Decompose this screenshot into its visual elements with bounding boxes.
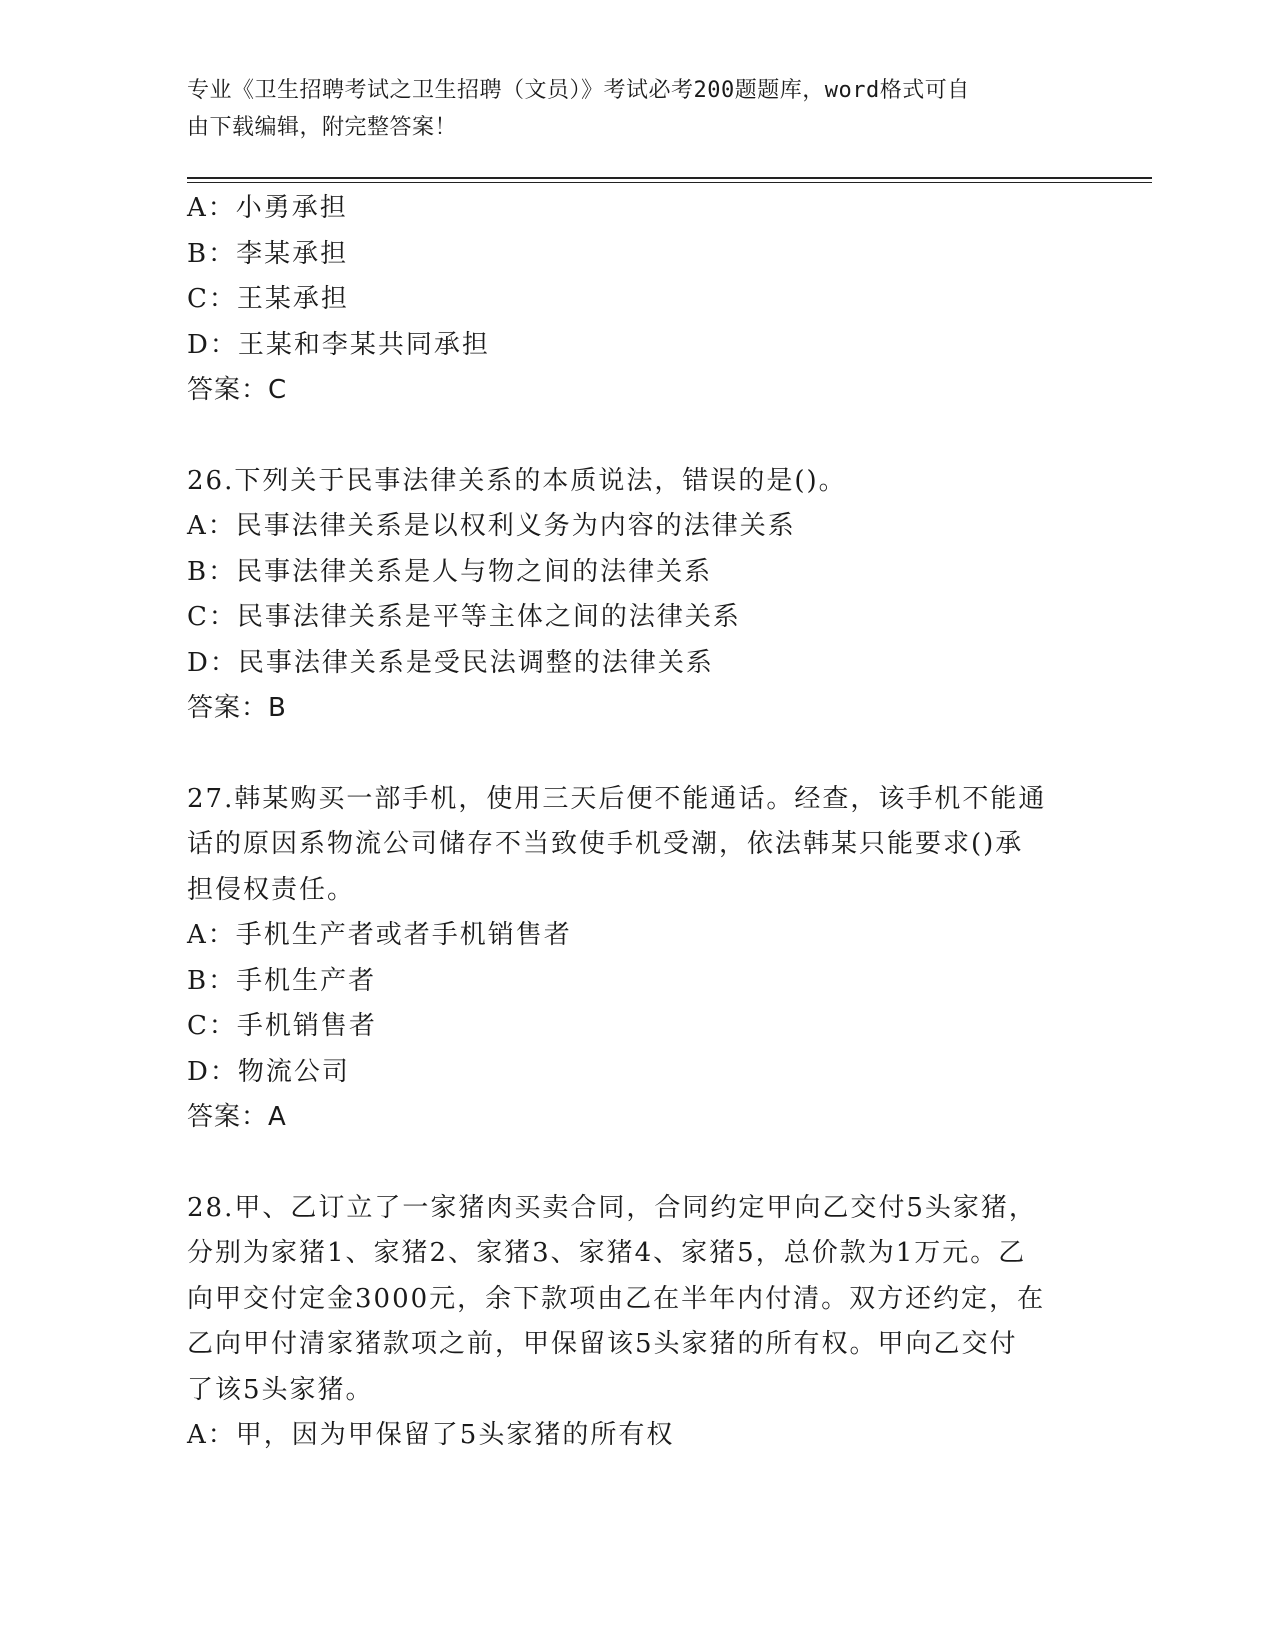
header-rule [187,177,1152,179]
option-a: A：手机生产者或者手机销售者 [187,920,572,950]
option-d: D：民事法律关系是受民法调整的法律关系 [187,647,714,678]
option-a: A：民事法律关系是以权利义务为内容的法律关系 [187,511,796,541]
question-27 [187,777,1087,1141]
header-line-1: 专业《卫生招聘考试之卫生招聘（文员）》考试必考200题题库，word格式可自 [187,78,970,103]
header-rule-thin [187,182,1152,183]
question-text-line-2: 分别为家猪1、家猪2、家猪3、家猪4、家猪5，总价款为1万元。乙 [187,1238,1027,1268]
question-26 [187,459,1087,732]
option-b: B：民事法律关系是人与物之间的法律关系 [187,556,713,587]
question-text-line-4: 乙向甲付清家猪款项之前，甲保留该5头家猪的所有权。甲向乙交付 [187,1329,1018,1359]
option-a: A：甲，因为甲保留了5头家猪的所有权 [187,1420,675,1450]
question-25 [187,186,1087,414]
spacer [187,732,1087,777]
question-text-line-5: 了该5头家猪。 [187,1374,374,1405]
answer: 答案：B [187,693,287,723]
question-text-line-1: 28.甲、乙订立了一家猪肉买卖合同，合同约定甲向乙交付5头家猪， [187,1192,1037,1223]
question-text-line-1: 27.韩某购买一部手机，使用三天后便不能通话。经查，该手机不能通 [187,783,1047,814]
answer: 答案：A [187,1102,287,1132]
document-header [187,72,1067,146]
question-28 [187,1186,1087,1459]
option-b: B：手机生产者 [187,965,377,996]
option-c: C：民事法律关系是平等主体之间的法律关系 [187,602,741,632]
question-text-line-3: 向甲交付定金3000元，余下款项由乙在半年内付清。双方还约定，在 [187,1283,1046,1314]
question-text-line-2: 话的原因系物流公司储存不当致使手机受潮，依法韩某只能要求()承 [187,829,1024,859]
option-c: C：王某承担 [187,284,349,314]
answer: 答案：C [187,375,288,405]
question-text-line-3: 担侵权责任。 [187,874,356,905]
spacer [187,414,1087,459]
spacer [187,1141,1087,1186]
question-list [187,186,1087,1459]
question-text: 26.下列关于民事法律关系的本质说法，错误的是()。 [187,465,847,496]
option-b: B：李某承担 [187,238,349,269]
option-c: C：手机销售者 [187,1011,377,1041]
option-d: D：物流公司 [187,1056,350,1087]
option-d: D：王某和李某共同承担 [187,329,490,360]
option-a: A：小勇承担 [187,193,348,223]
header-line-2: 由下载编辑，附完整答案！ [187,115,458,140]
